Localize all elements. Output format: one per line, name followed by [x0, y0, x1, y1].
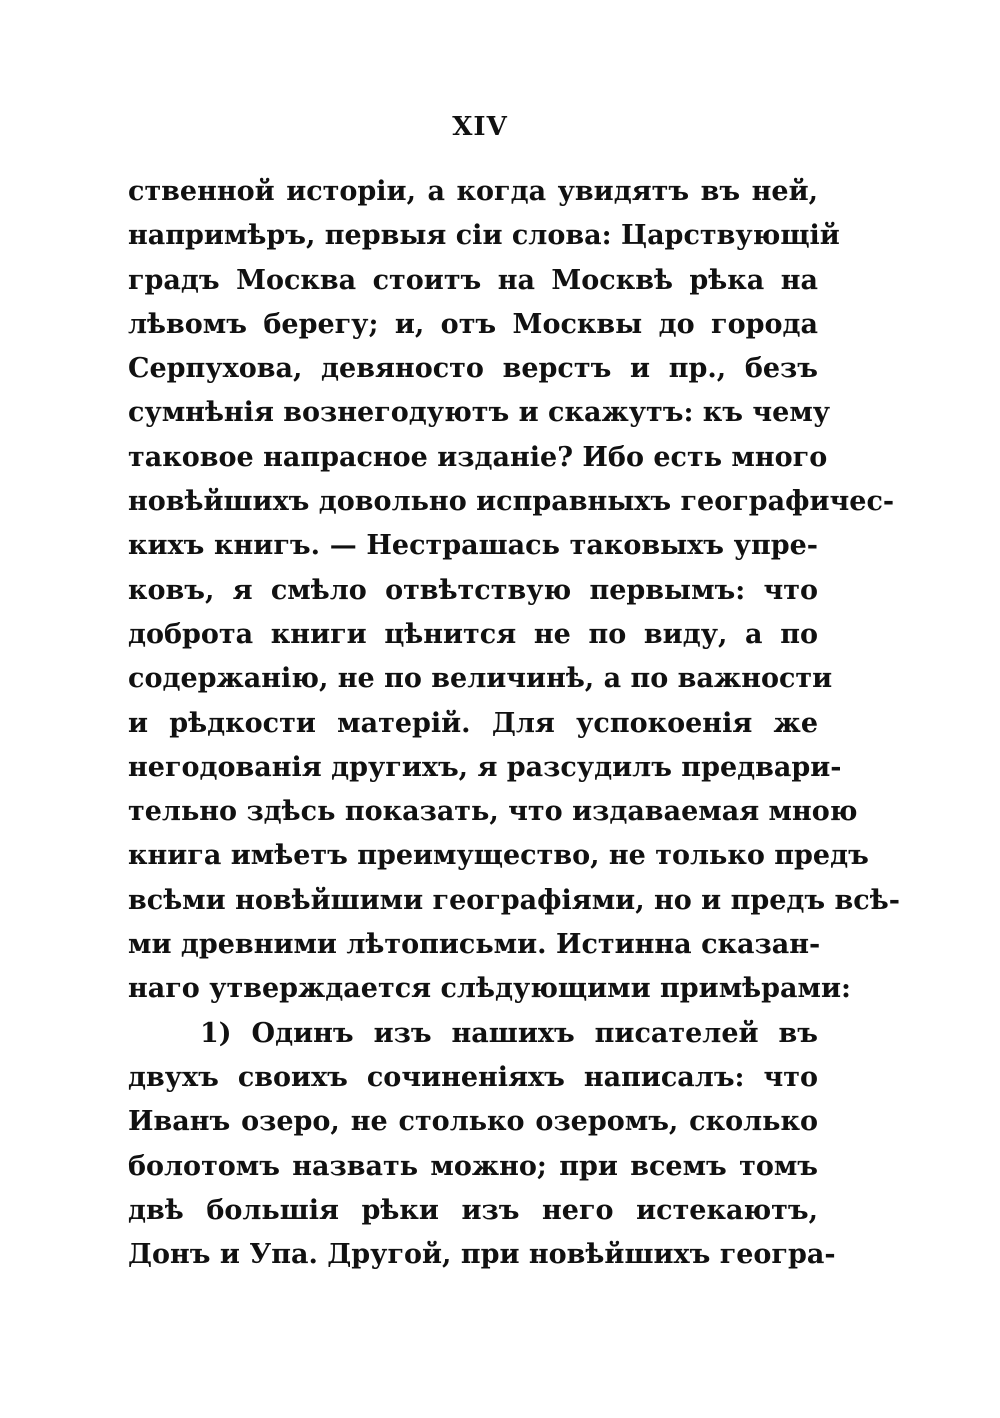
text-line: кихъ книгъ. — Нестрашась таковыхъ упре-	[128, 530, 818, 562]
text-line: доброта книги цѣнится не по виду, а по	[128, 618, 818, 650]
text-line: сумнѣнія вознегодуютъ и скажутъ: къ чему	[128, 397, 831, 429]
text-line: и рѣдкости матерій. Для успокоенія же	[128, 707, 818, 739]
text-line: напримѣръ, первыя сіи слова: Царствующій	[128, 220, 840, 252]
text-line: Иванъ озеро, не столько озеромъ, сколько	[128, 1106, 818, 1138]
text-line: книга имѣетъ преимущество, не только предъ	[128, 840, 869, 872]
text-line: тельно здѣсь показать, что издаваемая мною	[128, 796, 858, 828]
text-line: ми древними лѣтописьми. Истинна сказан-	[128, 929, 821, 961]
text-line: всѣми новѣйшими географіями, но и предъ всѣ-	[128, 884, 900, 916]
text-line: Серпухова, девяносто верстъ и пр., безъ	[128, 353, 818, 385]
text-line: таковое напрасное изданіе? Ибо есть много	[128, 441, 828, 473]
text-line: Донъ и Упа. Другой, при новѣйшихъ геогра-	[128, 1239, 836, 1271]
text-line: двухъ своихъ сочиненіяхъ написалъ: что	[128, 1061, 818, 1093]
text-line: ковъ, я смѣло отвѣтствую первымъ: что	[128, 574, 818, 606]
text-line: градъ Москва стоитъ на Москвѣ рѣка на	[128, 264, 818, 296]
text-line: болотомъ назвать можно; при всемъ томъ	[128, 1150, 818, 1182]
page-number: XIV	[452, 112, 508, 142]
text-line: лѣвомъ берегу; и, отъ Москвы до города	[128, 308, 818, 340]
text-line: двѣ большія рѣки изъ него истекаютъ,	[128, 1194, 818, 1226]
text-line: негодованія другихъ, я разсудилъ предвари-	[128, 751, 842, 783]
text-line-indented: 1) Одинъ изъ нашихъ писателей въ	[200, 1017, 818, 1049]
text-line: ственной исторіи, а когда увидятъ въ ней,	[128, 176, 818, 207]
text-line: содержанію, не по величинѣ, а по важности	[128, 663, 833, 695]
body-text	[128, 170, 900, 1277]
text-line: наго утверждается слѣдующими примѣрами:	[128, 973, 851, 1005]
text-line: новѣйшихъ довольно исправныхъ географичес-	[128, 486, 895, 518]
